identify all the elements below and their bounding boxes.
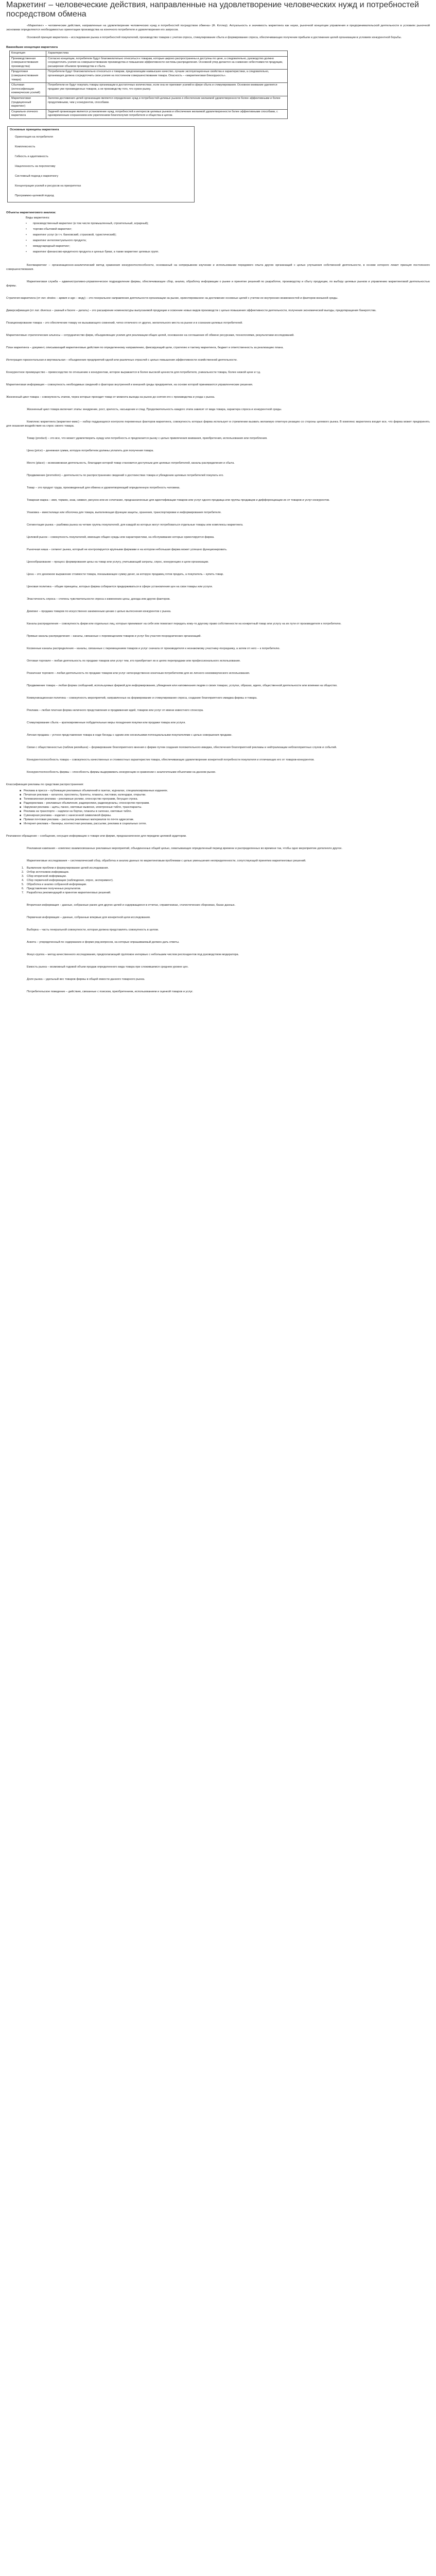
scheme-item: Гибкость и адаптивность	[8, 151, 194, 161]
paragraph: Доля рынка – удельный вес товаров фирмы в общей емкости данного товарного рынка.	[27, 977, 145, 981]
table-header-cell: Характеристика	[46, 51, 288, 57]
table-row	[10, 70, 288, 83]
list-item: • международный маркетинг;	[26, 244, 430, 249]
paragraph: Место (place) – всевозможная деятельность, благодаря которой товар становится доступным для целевых потребителей, каналы распределения и сбыта.	[27, 461, 235, 465]
bullet-icon: •	[26, 222, 27, 225]
paragraph: Товарная марка – имя, термин, знак, символ, рисунок или их сочетание, предназначенные для идентификации товаров или услуг одного продавца или группы продавцов и дифференциации их от товаров и услуг конкурентов.	[27, 498, 330, 502]
scheme-item: Программно-целевой подход	[8, 191, 194, 200]
paragraph: Косвенные каналы распределения – каналы, связанные с перемещением товаров и услуг сначала от производителя к незнакомому участнику-посреднику, а затем от него – к потребителю.	[27, 647, 281, 650]
objects-list	[6, 215, 430, 255]
paragraph: Целевой рынок – совокупность покупателей, имеющих общие нужды или характеристики, на обслуживание которых ориентируется фирма.	[27, 535, 215, 539]
square-bullet-icon: ■	[20, 822, 22, 825]
table-header-row	[10, 51, 288, 57]
paragraph: Прямые каналы распределения – каналы, связанные с перемещением товаров и услуг без участия посреднических организаций.	[27, 634, 201, 638]
paragraph: Эластичность спроса – степень чувствительности спроса к изменению цены, дохода или других факторов.	[27, 597, 170, 601]
table-cell: Производственная (совершенствования производства)	[10, 56, 46, 70]
paragraph: Товар (product) – это все, что может удовлетворить нужду или потребность и предлагается рынку с целью привлечения внимания, приобретения, использования или потребления.	[27, 436, 268, 440]
section-intro: Объекты маркетингового анализа:	[6, 211, 56, 214]
principles-scheme	[7, 126, 195, 202]
list-item: • торгово-сбытовой маркетинг;	[26, 227, 430, 232]
paragraph: Реклама – любая платная форма неличного представления и продвижения идей, товаров или услуг от имени известного спонсора.	[27, 708, 204, 712]
paragraph: Товар – это продукт труда, произведенный для обмена и удовлетворяющий определенную потребность человека.	[27, 486, 180, 489]
square-bullet-icon: ■	[20, 797, 22, 801]
list-item: Виды маркетинга:	[26, 216, 50, 219]
paragraph: Оптовая торговля – любая деятельность по продаже товаров или услуг тем, кто приобретает их в целях перепродажи или профессионального использования.	[27, 659, 241, 663]
paragraph: Рыночная ниша – сегмент рынка, который не контролируется крупными фирмами и на котором небольшая фирма может успешно функционировать.	[27, 548, 228, 551]
list-item: ■ Реклама в прессе – публикация рекламных объявлений в газетах, журналах, специализированных изданиях.	[20, 789, 168, 792]
paragraph: Рекламная кампания – комплекс взаимосвязанных рекламных мероприятий, объединенных общей целью, охватывающих определенный период времени и распределенных во времени так, чтобы одно мероприятие дополняло другое.	[27, 846, 343, 850]
scheme-item: Нацеленность на перспективу	[8, 161, 194, 171]
paragraph: Диверсификация (от лат. diversus – разный и facere – делать) – это расширение номенклатуры выпускаемой продукции и освоение новых видов производств с целью повышения эффективности деятельности, получения экономической выгоды, предотвращения банкротства.	[6, 309, 377, 312]
paragraph: Фокус-группа – метод качественного исследования, предполагающий групповое интервью с небольшим числом респондентов под руководством модератора.	[27, 953, 239, 956]
table-cell: Задачей организации является установление нужд, потребностей и интересов целевых рынков и обеспечение желаемой удовлетворенности более эффективными способами, с одновременным сохранением или укреплением благополучия потребителя и общества в целом.	[46, 109, 288, 118]
paragraph: Маркетинговая служба – административно-управленческое подразделение фирмы, обеспечивающее сбор, анализ, обработку информации о рынке и принятие решений по разработке, производству и сбыту продукции, по выбору целевых рынков и управлению маркетинговой деятельностью фирмы.	[6, 280, 430, 287]
research-stages-list	[6, 866, 430, 895]
paragraph: Связи с общественностью (паблик рилейшнз) – формирование благоприятного мнения о фирме путем создания положительного имиджа, обеспечения благоприятной рекламы и нейтрализации неблагоприятных слухов и событий.	[27, 745, 337, 749]
paragraph: Стимулирование сбыта – кратковременные побудительные меры поощрения покупки или продажи товара или услуги.	[27, 721, 186, 724]
square-bullet-icon: ■	[20, 814, 22, 817]
list-item: ■ Наружная реклама – щиты, панно, световые вывески, электронные табло, транспаранты.	[20, 805, 142, 809]
bullet-icon: •	[26, 239, 27, 242]
table-cell: Маркетинговая (традиционный маркетинг)	[10, 96, 46, 109]
paragraph: Позиционирование товара – это обеспечение товару не вызывающего сомнений, четко отличного от других, желательного места на рынке и в сознании целевых потребителей.	[6, 321, 243, 325]
table-header-cell: Концепция	[10, 51, 46, 57]
list-item: 6. Представление полученных результатов.	[22, 887, 81, 890]
list-item: • маркетинг услуг (в т.ч. банковский, страховой, туристический);	[26, 232, 430, 238]
list-item: 7. Разработка рекомендаций и принятие маркетинговых решений.	[22, 891, 111, 894]
paragraph: Вторичная информация – данные, собранные ранее для других целей и содержащиеся в отчетах, справочниках, статистических сборниках, базах данных.	[27, 903, 236, 907]
bullet-icon: •	[26, 250, 27, 253]
scheme-item: Концентрация усилий и ресурсов на приоритетах	[8, 181, 194, 191]
paragraph: Упаковка – вместилище или оболочка для товара, выполняющая функции защиты, хранения, транспортировки и информирования потребителя.	[27, 511, 222, 514]
paragraph: Комплекс маркетинга (маркетинг-микс) – набор поддающихся контролю переменных факторов маркетинга, совокупность которых фирма использует в стремлении вызвать желаемую ответную реакцию со стороны целевого рынка. В комплекс маркетинга входит все, что фирма может предпринять для оказания воздействия на спрос своего товара.	[6, 420, 430, 428]
square-bullet-icon: ■	[20, 801, 22, 805]
square-bullet-icon: ■	[20, 818, 22, 821]
list-item: ■ Печатная реклама – каталоги, проспекты, буклеты, плакаты, листовки, календари, открытки.	[20, 793, 146, 796]
paragraph: Продвижение товара – любая форма сообщений, используемых фирмой для информирования, убеждения или напоминания людям о своих товарах, услугах, образах, идеях, общественной деятельности или влиянии на общество.	[27, 684, 338, 687]
paragraph: Интеграция горизонтальная и вертикальная – объединение предприятий одной или различных отраслей с целью повышения эффективности хозяйственной деятельности.	[6, 358, 238, 362]
paragraph: Стратегия маркетинга (от лат. stratos – армия и ago – веду) – это генеральное направление деятельности организации на рынке, ориентированное на достижение основных целей с учетом ее внутренних возможностей и факторов внешней среды.	[6, 296, 338, 300]
table-cell: Потребители будут благожелательно относиться к товарам, предлагающим наивысшее качество, лучшие эксплуатационные свойства и характеристики, а следовательно, организация должна сосредоточить свои усилия на постоянном совершенствовании товара. Опасность – «маркетинговая близорукость».	[46, 70, 288, 83]
list-item: ■ Сувенирная реклама – изделия с нанесенной символикой фирмы.	[20, 814, 112, 817]
paragraph: Основной принцип маркетинга – исследование рынка и потребностей покупателей, производство товаров с учетом спроса, стимулирование сбыта и формирование спроса, обеспечивающих получение прибыли и достижение целей организации в условиях конкурентной борьбы.	[27, 36, 402, 39]
square-bullet-icon: ■	[20, 789, 22, 792]
table-caption: Важнейшие концепции маркетинга	[6, 46, 58, 49]
table-row	[10, 83, 288, 96]
list-item: • маркетинг финансово-кредитного продукта и ценных бумаг, а также маркетинг целевых групп.	[26, 249, 430, 255]
scheme-item: Комплексность	[8, 142, 194, 151]
list-item: 1. Выявление проблем и формулирование целей исследования.	[22, 866, 109, 870]
table-cell: Согласно концепции, потребители будут благожелательно относиться к товарам, которые широко распространены и доступны по цене, а следовательно, руководство должно сосредоточить усилия на совершенствовании производства и повышении эффективности системы распределения. Основной упор делается на снижение себестоимости продукции, расширение объемов производства и сбыта.	[46, 56, 288, 70]
list-item: 5. Обработка и анализ собранной информации.	[22, 883, 87, 886]
paragraph: Конкурентное преимущество – превосходство по отношению к конкурентам, которое выражается в более высокой ценности для потребителя, уникальности товара, более низкой цене и т.д.	[6, 370, 261, 374]
list-item: 3. Сбор вторичной информации.	[22, 874, 67, 878]
paragraph: Первичная информация – данные, собранные впервые для конкретной цели исследования.	[27, 916, 151, 919]
paragraph: Продвижение (promotion) – деятельность по распространению сведений о достоинствах товара и убеждению целевых потребителей покупать его.	[27, 473, 224, 477]
paragraph: Демпинг – продажа товаров по искусственно заниженным ценам с целью вытеснения конкурентов с рынка.	[27, 609, 171, 613]
scheme-title: Основные принципы маркетинга	[10, 128, 59, 131]
paragraph: Потребительское поведение – действия, связанные с поиском, приобретением, использованием и оценкой товаров и услуг.	[27, 990, 194, 993]
square-bullet-icon: ■	[20, 809, 22, 813]
table-cell: Сбытовая (интенсификации коммерческих усилий)	[10, 83, 46, 96]
table-cell: Залогом достижения целей организации являются определение нужд и потребностей целевых рынков и обеспечение желаемой удовлетворенности более эффективными и более продуктивными, чем у конкурентов, способами.	[46, 96, 288, 109]
list-item: • производственный маркетинг (в том числе промышленный, строительный, аграрный);	[26, 221, 430, 227]
list-item: ■ Телевизионная реклама – рекламные ролики, спонсорство программ, бегущая строка.	[20, 797, 138, 801]
paragraph: Сегментация рынка – разбивка рынка на четкие группы покупателей, для каждой из которых могут потребоваться отдельные товары или комплексы маркетинга.	[27, 523, 243, 527]
concepts-table	[9, 50, 288, 119]
table-row	[10, 109, 288, 118]
square-bullet-icon: ■	[20, 805, 22, 809]
paragraph: Маркетинговые стратегические альянсы – сотрудничество фирм, объединяющих усилия для реализации общих целей, основанное на соглашении об обмене ресурсами, технологиями, результатами исследований.	[6, 333, 294, 337]
table-row	[10, 56, 288, 70]
list-item: ■ Реклама на транспорте – надписи на бортах, плакаты в салонах, световые табло.	[20, 809, 132, 813]
paragraph: Анкета – упорядоченный по содержанию и форме ряд вопросов, на которые опрашиваемый должен дать ответы.	[27, 940, 180, 944]
list-item: ■ Интернет-реклама – баннеры, контекстная реклама, рассылки, реклама в социальных сетях.	[20, 822, 147, 825]
paragraph: Цена – это денежное выражение стоимости товара, показывающее сумму денег, за которую продавец готов продать, а покупатель – купить товар.	[27, 572, 224, 576]
page-title: Маркетинг – человеческие действия, направленные на удовлетворение человеческих нужд и потребностей посредством обмена	[6, 1, 419, 19]
paragraph: Розничная торговля – любая деятельность по продаже товаров или услуг непосредственно конечным потребителям для их личного некоммерческого использования.	[27, 671, 250, 675]
scheme-item: Ориентация на потребителя	[8, 132, 194, 142]
paragraph: Жизненный цикл товара – совокупность этапов, через которые проходит товар от момента выхода на рынок до снятия его с производства и ухода с рынка.	[6, 395, 215, 399]
table-cell: Потребители не будут покупать товары организации в достаточных количествах, если она не приложит усилий в сфере сбыта и стимулирования. Основное внимание уделяется продаже уже произведенных товаров, а не производству того, что нужно рынку.	[46, 83, 288, 96]
paragraph: Коммуникационная политика – совокупность мероприятий, направленных на формирование и стимулирование спроса, создание благоприятного имиджа фирмы и товара.	[27, 696, 257, 700]
paragraph: Конкурентоспособность фирмы – способность фирмы выдерживать конкуренцию в сравнении с аналогичными объектами на данном рынке.	[27, 770, 216, 774]
table-cell: Социально-этичного маркетинга	[10, 109, 46, 118]
paragraph: Выборка – часть генеральной совокупности, которая должна представлять совокупность в целом.	[27, 928, 159, 931]
bullet-icon: •	[26, 244, 27, 248]
ad-types-list	[6, 789, 430, 826]
paragraph: Жизненный цикл товара включает этапы: внедрение, рост, зрелость, насыщение и спад. Продолжительность каждого этапа зависит от вида товара, характера спроса и конкурентной среды.	[27, 408, 282, 411]
list-item: ■ Прямая почтовая реклама – рассылка рекламных материалов по почте адресатам.	[20, 818, 134, 821]
paragraph: Конкурентоспособность товара – совокупность качественных и стоимостных характеристик товара, обеспечивающих удовлетворение конкретной потребности покупателя и отличающих его от товаров-конкурентов.	[27, 758, 315, 761]
square-bullet-icon: ■	[20, 793, 22, 796]
list-item: 2. Отбор источников информации.	[22, 870, 69, 874]
paragraph: Каналы распределения – совокупность фирм или отдельных лиц, которые принимают на себя или помогают передать кому-то другому право собственности на конкретный товар или услугу на их пути от производителя к потребителю.	[27, 622, 342, 625]
paragraph: Личная продажа – устное представление товара в ходе беседы с одним или несколькими потенциальными покупателями с целью совершения продажи.	[27, 733, 232, 737]
table-cell: Продуктовая (совершенствования товара)	[10, 70, 46, 83]
bullet-icon: •	[26, 227, 27, 231]
paragraph: Цена (price) – денежная сумма, которую потребители должны уплатить для получения товара.	[27, 449, 154, 452]
paragraph: «Маркетинг» – человеческие действия, направленные на удовлетворение человеческих нужд и потребностей посредством обмена» (Ф. Котлер). Актуальность и значимость маркетинга как науки, рыночной концепции управления и предпринимательской деятельности в условиях рыночной экономики определяются необходимостью ориентации производства на конечного потребителя и удовлетворения его запросов.	[6, 24, 430, 31]
table-row	[10, 96, 288, 109]
list-item: 4. Сбор первичной информации (наблюдение, опрос, эксперимент).	[22, 878, 114, 882]
paragraph: Емкость рынка – возможный годовой объем продаж определенного вида товара при сложившемся среднем уровне цен.	[27, 965, 189, 969]
paragraph: Маркетинговые исследования – систематический сбор, обработка и анализ данных по маркетинговым проблемам с целью уменьшения неопределенности, сопутствующей принятию маркетинговых решений.	[27, 859, 306, 862]
paragraph: Бенчмаркетинг – организационно-аналитический метод сравнения конкурентоспособности, основанный на непрерывном изучении и использовании передового опыта других организаций с целью улучшения собственной деятельности, в основе которого лежит принцип постоянного совершенствования.	[6, 263, 430, 271]
list-item: • маркетинг интеллектуального продукта;	[26, 238, 430, 244]
paragraph: Рекламное обращение – сообщение, несущее информацию о товаре или фирме, предназначенное для передачи целевой аудитории.	[6, 834, 187, 838]
bullet-icon: •	[26, 233, 27, 236]
paragraph: Классификация рекламы по средствам распространения:	[6, 783, 84, 786]
paragraph: Ценовая политика – общие принципы, которых фирма собирается придерживаться в сфере установления цен на свои товары или услуги.	[27, 585, 213, 588]
paragraph: План маркетинга – документ, описывающий маркетинговые действия по определенному направлению, фиксирующий цели, стратегию и тактику маркетинга, бюджет и ответственность за реализацию плана.	[6, 346, 284, 349]
paragraph: Ценообразование – процесс формирования цены на товар или услугу, учитывающий затраты, спрос, конкуренцию и цели организации.	[27, 560, 209, 564]
paragraph: Маркетинговая информация – совокупность необходимых сведений о факторах внутренней и внешней среды предприятия, на основе которой принимаются управленческие решения.	[6, 383, 253, 386]
list-item: ■ Радиореклама – рекламные объявления, радиоролики, радиожурналы, спонсорство программ.	[20, 801, 150, 805]
scheme-item: Системный подход к маркетингу	[8, 171, 194, 181]
